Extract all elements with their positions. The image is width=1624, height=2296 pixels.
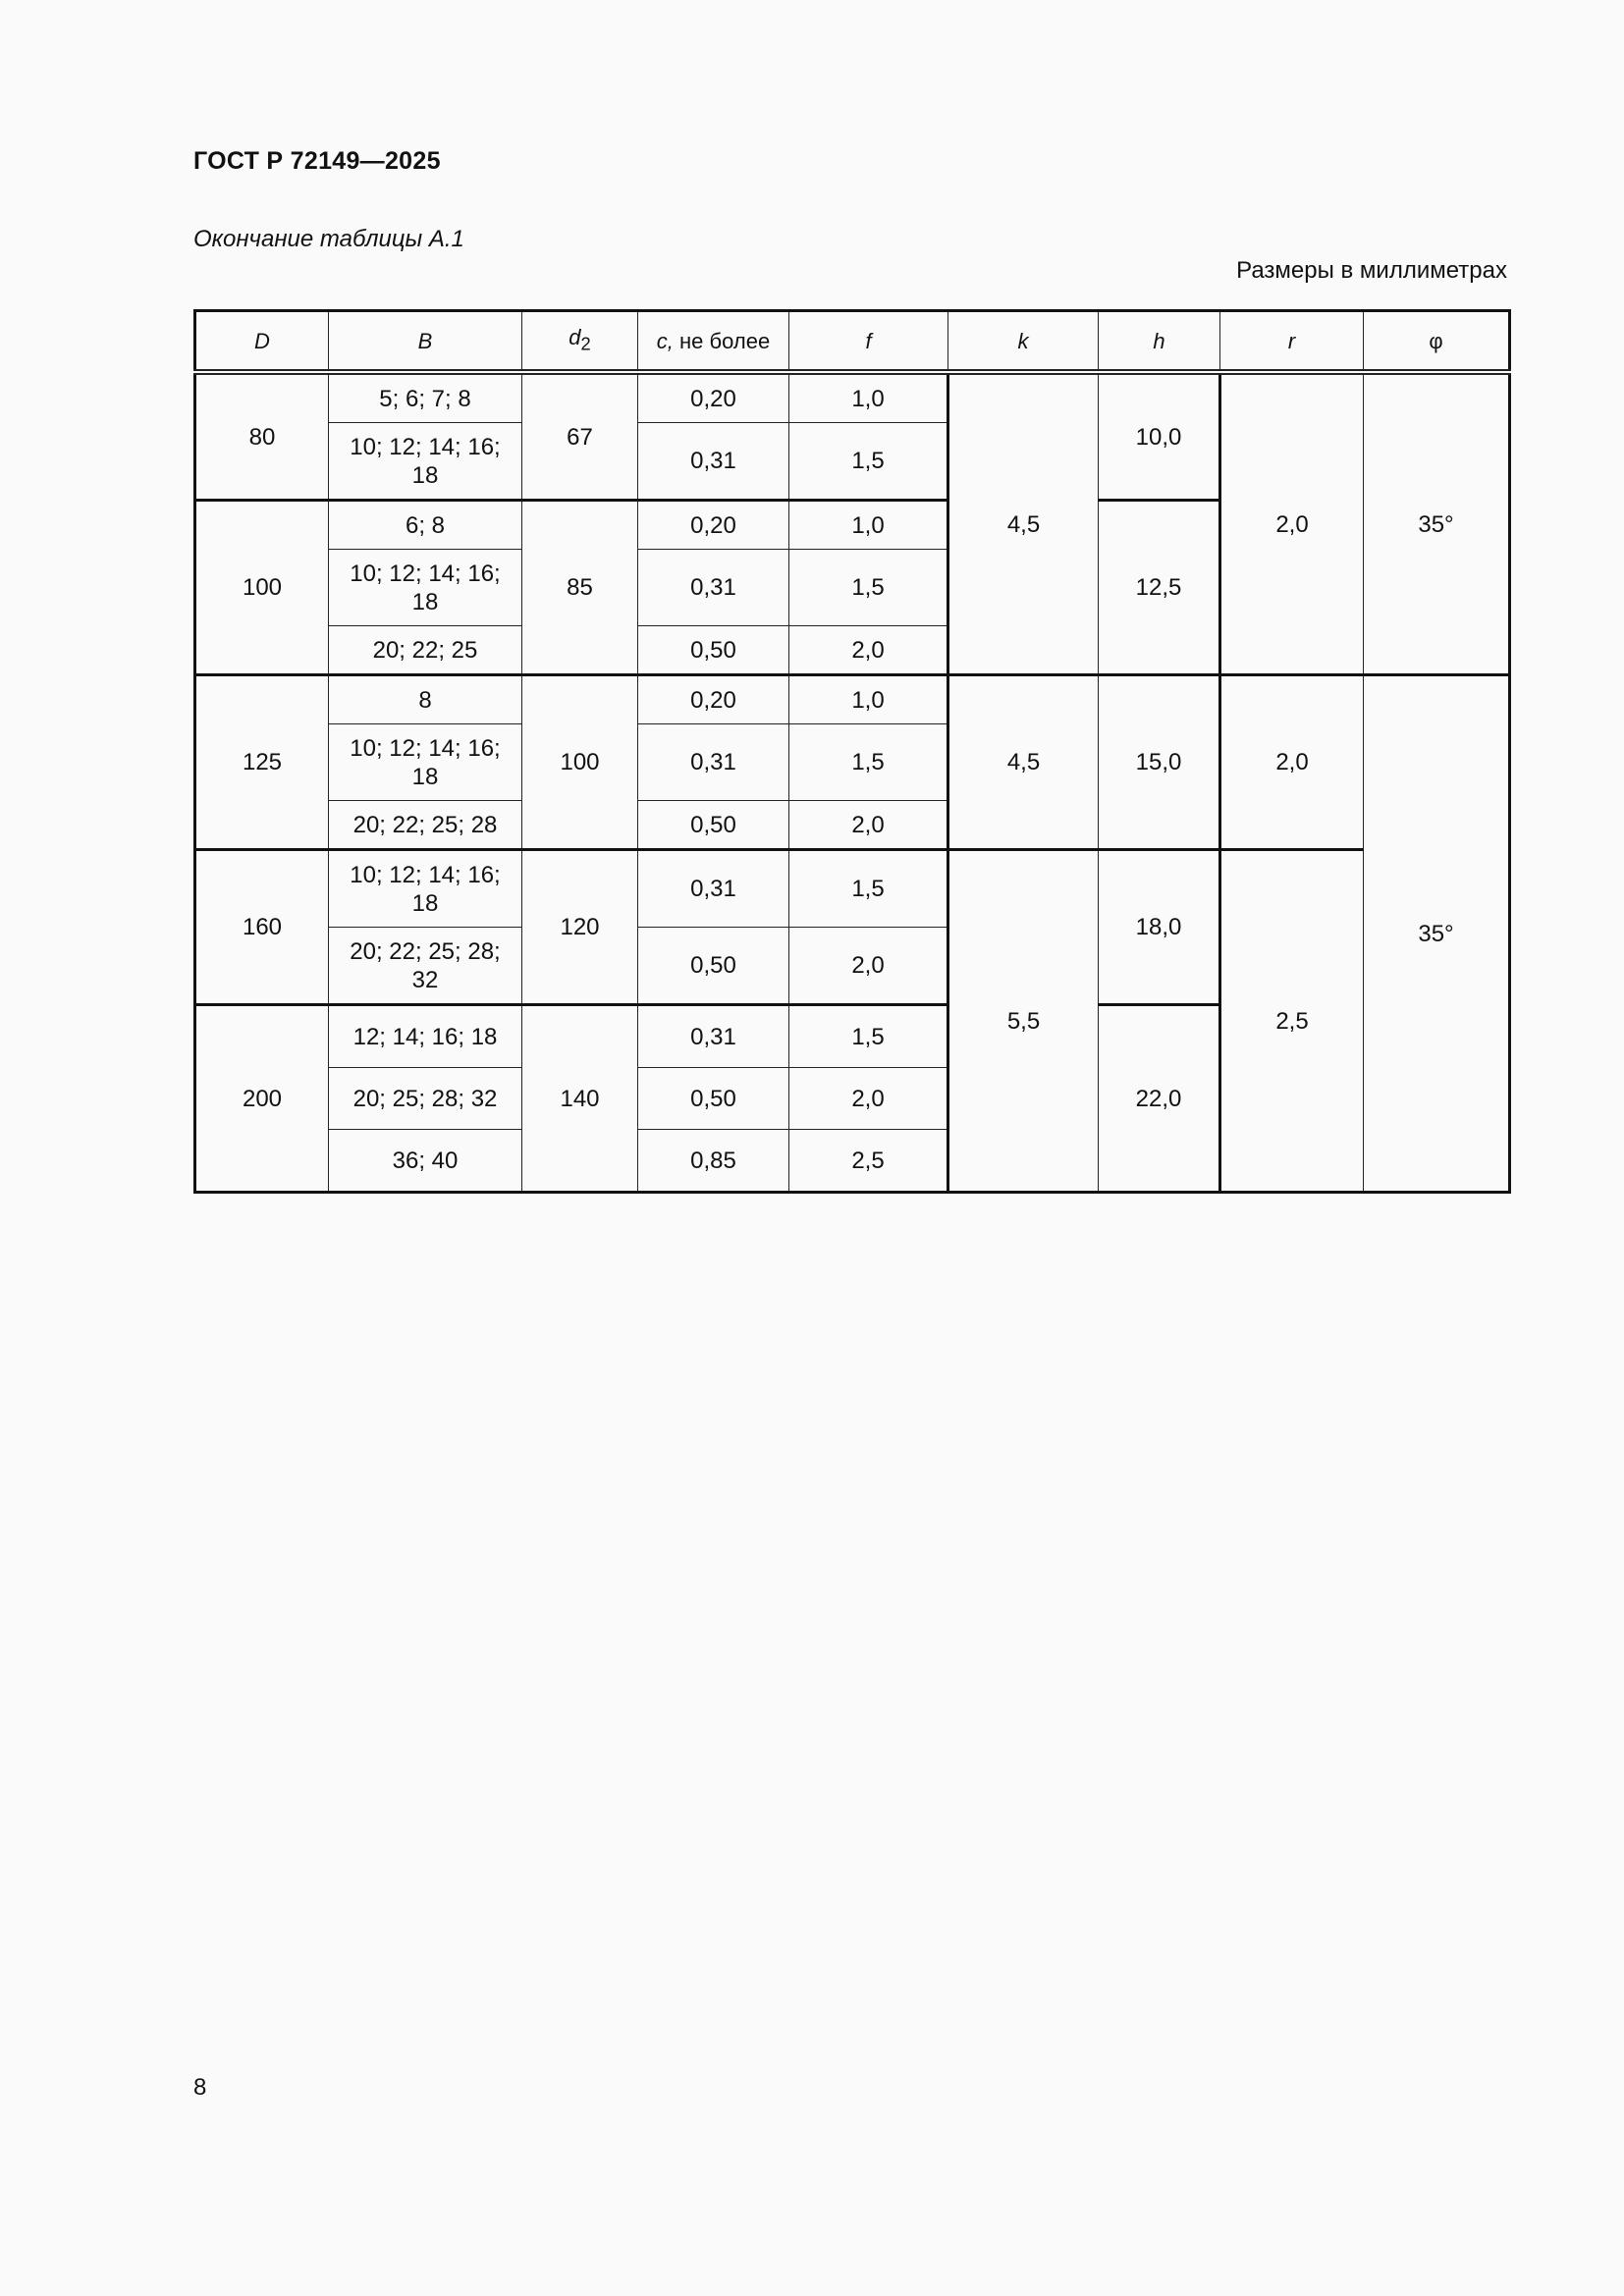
cell-B: 10; 12; 14; 16; 18 bbox=[329, 724, 522, 801]
col-header-h: h bbox=[1099, 311, 1220, 373]
table-caption: Окончание таблицы А.1 bbox=[193, 226, 464, 252]
cell-phi: 35° bbox=[1364, 372, 1510, 675]
cell-d2: 67 bbox=[522, 372, 638, 501]
cell-h: 15,0 bbox=[1099, 675, 1220, 850]
cell-D: 80 bbox=[195, 372, 329, 501]
cell-r: 2,5 bbox=[1220, 850, 1364, 1193]
cell-f: 2,5 bbox=[789, 1130, 948, 1193]
cell-D: 200 bbox=[195, 1005, 329, 1193]
cell-c: 0,50 bbox=[638, 801, 789, 850]
cell-k: 4,5 bbox=[948, 675, 1099, 850]
cell-h: 22,0 bbox=[1099, 1005, 1220, 1193]
cell-D: 100 bbox=[195, 501, 329, 675]
col-header-B: B bbox=[329, 311, 522, 373]
cell-f: 1,0 bbox=[789, 675, 948, 724]
cell-f: 1,5 bbox=[789, 550, 948, 626]
cell-c: 0,50 bbox=[638, 626, 789, 675]
cell-k: 4,5 bbox=[948, 372, 1099, 675]
cell-f: 2,0 bbox=[789, 626, 948, 675]
cell-f: 1,5 bbox=[789, 850, 948, 928]
cell-c: 0,31 bbox=[638, 423, 789, 501]
cell-f: 1,0 bbox=[789, 501, 948, 550]
cell-B: 20; 22; 25; 28; 32 bbox=[329, 928, 522, 1005]
cell-D: 160 bbox=[195, 850, 329, 1005]
col-header-c-symbol: c, bbox=[656, 328, 674, 353]
cell-B: 6; 8 bbox=[329, 501, 522, 550]
table-row bbox=[195, 675, 1510, 724]
cell-f: 2,0 bbox=[789, 928, 948, 1005]
cell-h: 12,5 bbox=[1099, 501, 1220, 675]
cell-h: 18,0 bbox=[1099, 850, 1220, 1005]
col-header-k: k bbox=[948, 311, 1099, 373]
document-code: ГОСТ Р 72149—2025 bbox=[193, 147, 441, 175]
cell-c: 0,31 bbox=[638, 724, 789, 801]
col-header-c bbox=[638, 311, 789, 373]
table-row bbox=[195, 372, 1510, 423]
cell-c: 0,85 bbox=[638, 1130, 789, 1193]
cell-c: 0,50 bbox=[638, 928, 789, 1005]
col-header-c-text: не более bbox=[673, 328, 771, 353]
cell-c: 0,31 bbox=[638, 850, 789, 928]
table-row bbox=[195, 850, 1510, 928]
cell-r: 2,0 bbox=[1220, 372, 1364, 675]
col-header-d2-main: d bbox=[568, 325, 581, 350]
cell-B: 12; 14; 16; 18 bbox=[329, 1005, 522, 1068]
cell-d2: 85 bbox=[522, 501, 638, 675]
cell-c: 0,31 bbox=[638, 1005, 789, 1068]
cell-r: 2,0 bbox=[1220, 675, 1364, 850]
cell-f: 2,0 bbox=[789, 1068, 948, 1130]
cell-f: 1,0 bbox=[789, 372, 948, 423]
cell-c: 0,31 bbox=[638, 550, 789, 626]
col-header-f: f bbox=[789, 311, 948, 373]
cell-c: 0,20 bbox=[638, 501, 789, 550]
cell-c: 0,20 bbox=[638, 372, 789, 423]
col-header-phi: φ bbox=[1364, 311, 1510, 373]
cell-h: 10,0 bbox=[1099, 372, 1220, 501]
cell-f: 1,5 bbox=[789, 423, 948, 501]
cell-B: 36; 40 bbox=[329, 1130, 522, 1193]
cell-B: 10; 12; 14; 16; 18 bbox=[329, 550, 522, 626]
cell-D: 125 bbox=[195, 675, 329, 850]
cell-B: 10; 12; 14; 16; 18 bbox=[329, 850, 522, 928]
cell-c: 0,50 bbox=[638, 1068, 789, 1130]
cell-B: 20; 22; 25; 28 bbox=[329, 801, 522, 850]
cell-B: 8 bbox=[329, 675, 522, 724]
page-number: 8 bbox=[193, 2074, 207, 2101]
cell-d2: 120 bbox=[522, 850, 638, 1005]
col-header-r: r bbox=[1220, 311, 1364, 373]
cell-c: 0,20 bbox=[638, 675, 789, 724]
cell-B: 20; 22; 25 bbox=[329, 626, 522, 675]
cell-B: 5; 6; 7; 8 bbox=[329, 372, 522, 423]
cell-d2: 100 bbox=[522, 675, 638, 850]
dimensions-table bbox=[193, 309, 1511, 1194]
cell-phi: 35° bbox=[1364, 675, 1510, 1193]
col-header-d2 bbox=[522, 311, 638, 373]
cell-B: 10; 12; 14; 16; 18 bbox=[329, 423, 522, 501]
cell-f: 1,5 bbox=[789, 1005, 948, 1068]
cell-k: 5,5 bbox=[948, 850, 1099, 1193]
cell-f: 1,5 bbox=[789, 724, 948, 801]
cell-B: 20; 25; 28; 32 bbox=[329, 1068, 522, 1130]
cell-d2: 140 bbox=[522, 1005, 638, 1193]
units-note: Размеры в миллиметрах bbox=[1236, 257, 1507, 284]
cell-f: 2,0 bbox=[789, 801, 948, 850]
col-header-D: D bbox=[195, 311, 329, 373]
col-header-d2-sub: 2 bbox=[580, 333, 591, 354]
